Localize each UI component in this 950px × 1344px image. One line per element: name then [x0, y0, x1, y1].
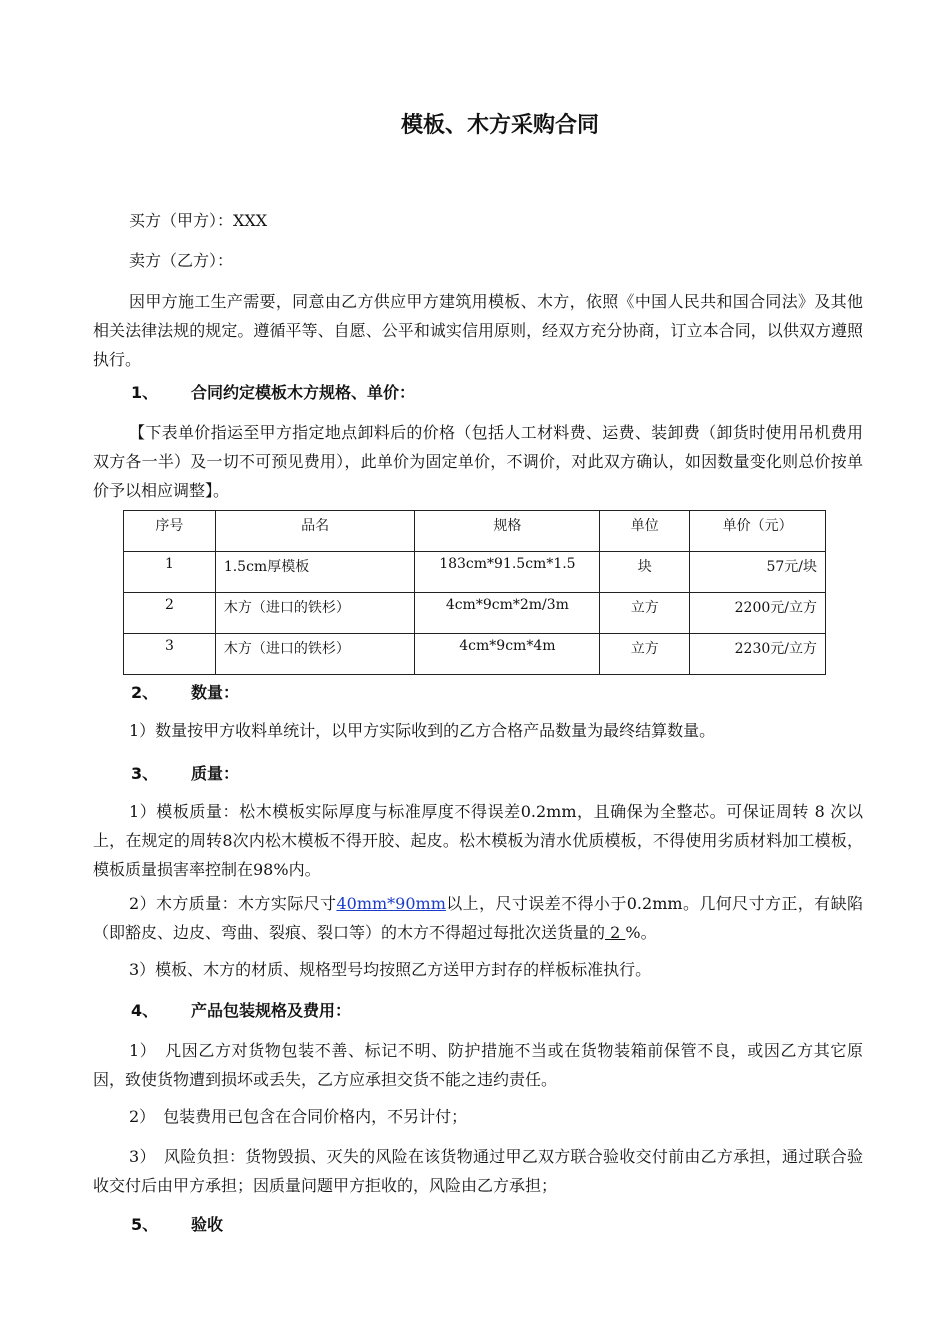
section-2-heading: [131, 680, 239, 703]
section-title: 验收: [191, 1215, 224, 1234]
document-title: 模板、木方采购合同: [400, 113, 599, 138]
section-4-heading: [131, 998, 351, 1021]
risk-clause: 3） 风险负担：货物毁损、灭失的风险在该货物通过甲乙双方联合验收交付前由乙方承担，通过联合验收交付后由甲方承担；因质量问题甲方拒收的，风险由乙方承担；: [93, 1147, 863, 1195]
header-cell: 单位: [600, 511, 690, 552]
quantity-clause: 1）数量按甲方收料单统计，以甲方实际收到的乙方合格产品数量为最终结算数量。: [129, 721, 716, 740]
clause-text: 2）木方质量：木方实际尺寸: [129, 894, 337, 913]
intro-paragraph: 因甲方施工生产需要，同意由乙方供应甲方建筑用模板、木方，依照《中国人民共和国合同法》及其他相关法律法规的规定。遵循平等、自愿、公平和诚实信用原则，经双方充分协商，订立本合同，以供双方遵照执行。: [93, 292, 863, 369]
price-note-paragraph: 【下表单价指运至甲方指定地点卸料后的价格（包括人工材料费、运费、装卸费（卸货时使用吊机费用双方各一半）及一切不可预见费用），此单价为固定单价，不调价，对此双方确认，如因数量变化则总价按单价予以相应调整】。: [93, 423, 863, 500]
header-cell: 序号: [124, 511, 216, 552]
section-number: 5、: [131, 1215, 159, 1234]
timber-quality-clause: [93, 889, 863, 947]
table-cell: 木方（进口的铁杉）: [215, 593, 415, 634]
table-cell: 2230元/立方: [690, 634, 826, 675]
clause-text: %。: [625, 923, 657, 942]
section-1-heading: [131, 380, 415, 403]
table-cell: 3: [124, 634, 216, 675]
table-cell: 木方（进口的铁杉）: [215, 634, 415, 675]
table-cell: 1.5cm厚模板: [215, 552, 415, 593]
table-cell: 立方: [600, 593, 690, 634]
table-cell: 4cm*9cm*2m/3m: [415, 593, 600, 634]
formwork-quality-clause: 1）模板质量：松木模板实际厚度与标准厚度不得误差0.2mm，且确保为全整芯。可保证周转 8 次以上，在规定的周转8次内松木模板不得开胶、起皮。松木模板为清水优质模板，不得使用劣质材料加工模板，模板质量损害率控制在98%内。: [93, 802, 863, 879]
size-link[interactable]: 40mm*90mm: [336, 894, 446, 913]
table-cell: 4cm*9cm*4m: [415, 634, 600, 675]
section-title: 数量：: [191, 683, 240, 702]
table-cell: 立方: [600, 634, 690, 675]
table-cell: 57元/块: [690, 552, 826, 593]
header-cell: 单价（元）: [690, 511, 826, 552]
section-title: 合同约定模板木方规格、单价：: [191, 383, 416, 402]
section-number: 3、: [131, 764, 159, 783]
section-title: 质量：: [191, 764, 240, 783]
section-title: 产品包装规格及费用：: [191, 1001, 352, 1020]
table-cell: 2: [124, 593, 216, 634]
section-number: 1、: [131, 383, 159, 402]
table-cell: 2200元/立方: [690, 593, 826, 634]
packaging-clause-2: 2） 包装费用已包含在合同价格内，不另计付；: [129, 1107, 468, 1126]
price-table: [123, 510, 826, 675]
table-cell: 块: [600, 552, 690, 593]
table-row: [124, 634, 826, 675]
material-standard-clause: 3）模板、木方的材质、规格型号均按照乙方送甲方封存的样板标准执行。: [129, 960, 652, 979]
table-cell: 183cm*91.5cm*1.5: [415, 552, 600, 593]
section-number: 4、: [131, 1001, 159, 1020]
header-cell: 规格: [415, 511, 600, 552]
section-3-heading: [131, 761, 239, 784]
clause-text: 以上，尺寸误差不得小于0.2mm。几何尺寸方正，有缺陷（即豁皮、边皮、弯曲、裂痕、裂口等）的木方不得超过每批次送货量的: [93, 894, 863, 942]
table-row: [124, 593, 826, 634]
packaging-clause-1: 1） 凡因乙方对货物包装不善、标记不明、防护措施不当或在货物装箱前保管不良，或因乙方其它原因，致使货物遭到损坏或丢失，乙方应承担交货不能之违约责任。: [93, 1041, 863, 1089]
section-number: 2、: [131, 683, 159, 702]
table-header-row: [124, 511, 826, 552]
table-cell: 1: [124, 552, 216, 593]
section-5-heading: [131, 1212, 223, 1235]
header-cell: 品名: [215, 511, 415, 552]
table-row: [124, 552, 826, 593]
percentage-value: 2: [605, 923, 626, 942]
seller-line: 卖方（乙方）：: [129, 251, 234, 270]
buyer-line: 买方（甲方）：XXX: [129, 211, 268, 230]
